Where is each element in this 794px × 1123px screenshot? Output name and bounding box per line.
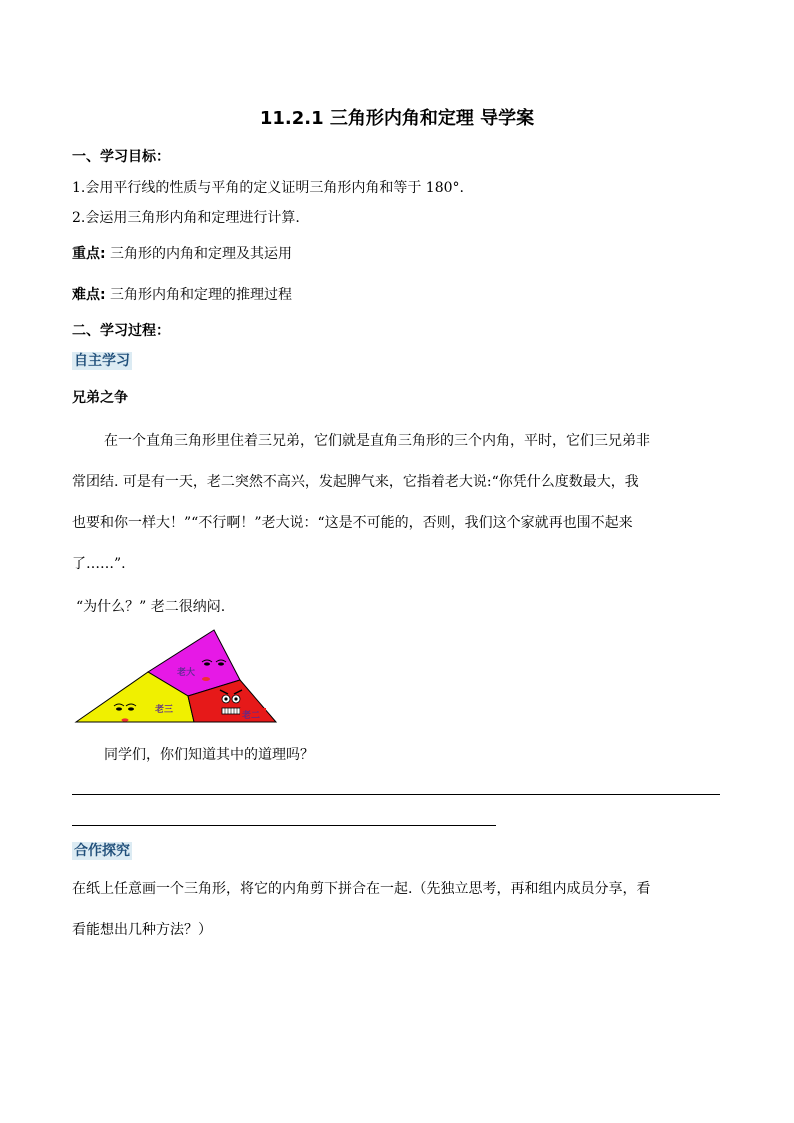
cooperation-line-2: 看能想出几种方法？） bbox=[72, 922, 212, 938]
self-study-tag-text: 自主学习 bbox=[74, 353, 130, 369]
difficult-point-text: 三角形内角和定理的推理过程 bbox=[105, 287, 293, 303]
label-second: 老二 bbox=[242, 711, 261, 721]
story-title: 兄弟之争 bbox=[72, 390, 128, 406]
section2-heading: 二、学习过程： bbox=[72, 323, 170, 339]
story-line-1: 在一个直角三角形里住着三兄弟，它们就是直角三角形的三个内角，平时，它们三兄弟非 bbox=[104, 433, 650, 449]
label-big: 老大 bbox=[177, 668, 196, 678]
story-question: 同学们，你们知道其中的道理吗？ bbox=[104, 747, 314, 763]
key-point bbox=[72, 243, 292, 263]
self-study-tag bbox=[72, 350, 132, 370]
key-point-label: 重点: bbox=[72, 246, 106, 262]
cooperation-line-1: 在纸上任意画一个三角形，将它的内角剪下拼合在一起.（先独立思考，再和组内成员分享，看 bbox=[72, 881, 651, 897]
page-title: 11.2.1 三角形内角和定理 导学案 bbox=[259, 108, 535, 129]
cooperation-tag-text: 合作探究 bbox=[74, 843, 130, 859]
difficult-point bbox=[72, 284, 292, 304]
goal-2: 2.会运用三角形内角和定理进行计算. bbox=[72, 210, 300, 226]
brothers-triangle-figure bbox=[70, 624, 284, 726]
difficult-point-label: 难点: bbox=[72, 287, 106, 303]
story-line-4: 了……”. bbox=[72, 556, 126, 572]
story-line-2: 常团结. 可是有一天，老二突然不高兴，发起脾气来，它指着老大说:“你凭什么度数最大，我 bbox=[72, 474, 639, 490]
cooperation-tag bbox=[72, 840, 132, 860]
story-line-3: 也要和你一样大！”“不行啊！”老大说：“这是不可能的，否则，我们这个家就再也围不起来 bbox=[72, 515, 633, 531]
answer-line-2 bbox=[72, 825, 496, 826]
goal-1: 1.会用平行线的性质与平角的定义证明三角形内角和等于 180°. bbox=[72, 180, 464, 196]
section1-heading: 一、学习目标： bbox=[72, 149, 170, 165]
key-point-text: 三角形的内角和定理及其运用 bbox=[105, 246, 293, 262]
label-third: 老三 bbox=[155, 705, 174, 715]
answer-line-1 bbox=[72, 794, 720, 795]
story-quote: “为什么？” 老二很纳闷. bbox=[76, 599, 226, 615]
